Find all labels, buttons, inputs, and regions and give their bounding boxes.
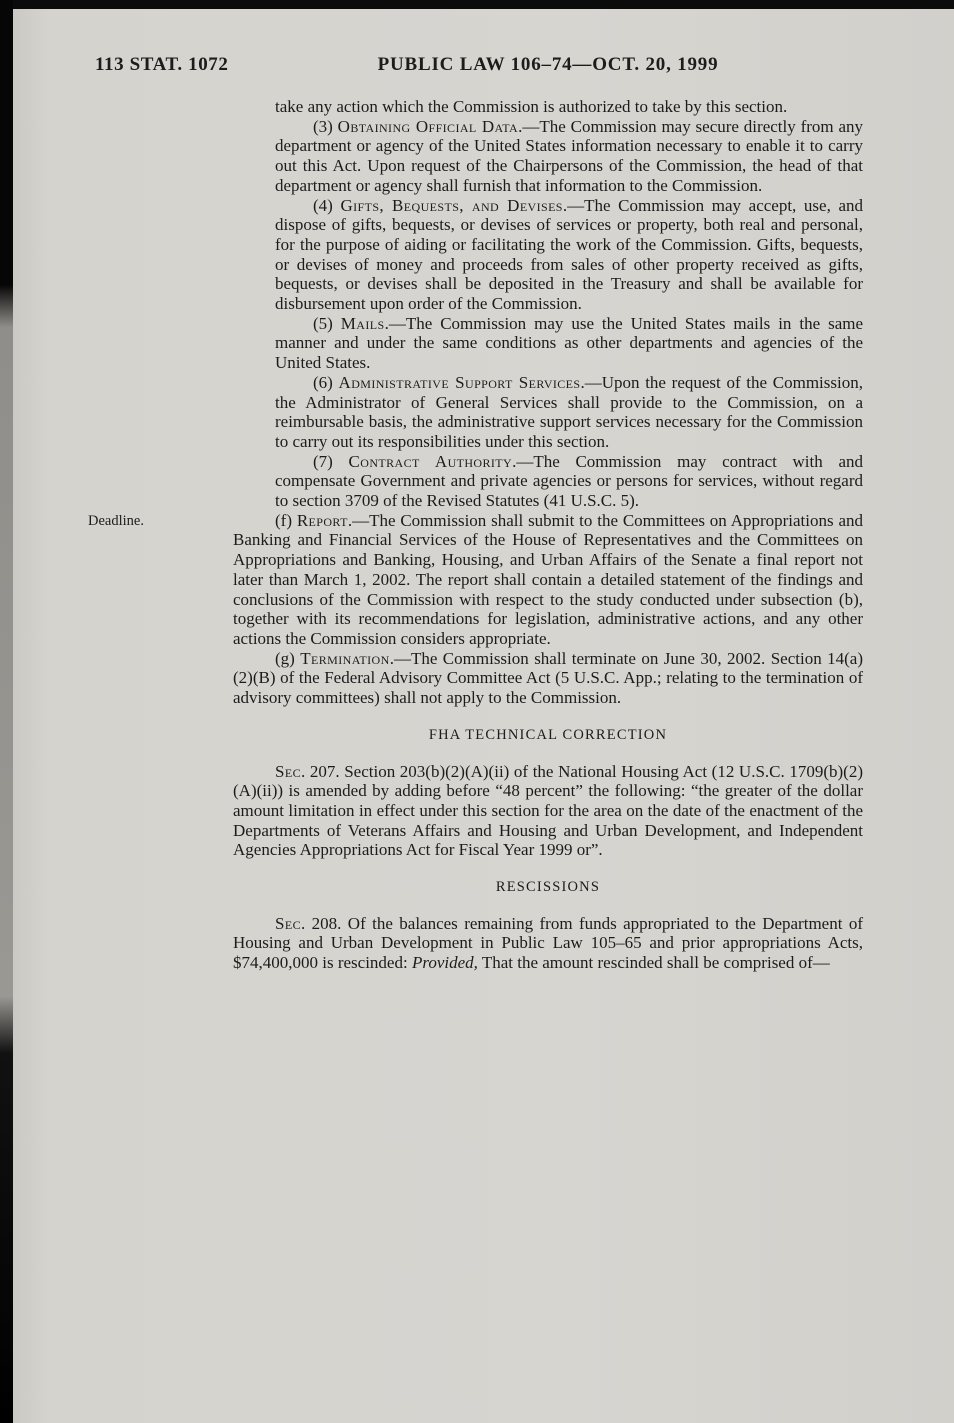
section-heading: FHA TECHNICAL CORRECTION (428, 726, 668, 743)
scan-edge-top (0, 0, 954, 9)
stat-page-number: 113 STAT. 1072 (95, 54, 229, 75)
statute-paragraph (233, 914, 863, 973)
text-run: . 207. Section 203(b)(2)(A)(ii) of the National Housing Act (12 U.S.C. 1709(b)(2)(A)(ii)) is amended by adding before “48 percent” the following: “the greater of the dollar amount limitation in effect under this section for the area on the date of the enactment of the Departments of Veterans Affairs and Housing and Urban Development, and Independent Agencies Appropriations Act for Fiscal Year 1999 or”. (233, 761, 863, 860)
text-run: .—The Commission may use the United States mails in the same manner and under the same conditions as other departments and agencies of the United States. (275, 313, 864, 373)
text-run: (g) (275, 648, 301, 668)
margin-note-deadline: Deadline. (88, 512, 144, 529)
small-caps-label: Sec (275, 761, 301, 781)
statute-body (88, 97, 864, 973)
statute-paragraph (275, 196, 863, 314)
text-run: take any action which the Commission is authorized to take by this section. (275, 97, 788, 116)
section-heading: RESCISSIONS (495, 879, 601, 896)
small-caps-label: Sec (275, 913, 301, 933)
text-run: That the amount rescinded shall be comprised of— (477, 953, 830, 973)
text-run: .—The Commission shall terminate on June 30, 2002. Section 14(a)(2)(B) of the Federal Advisory Committee Act (5 U.S.C. App.; relating to the termination of advisory committees) shall not apply to the Commission. (233, 648, 863, 708)
small-caps-label: Report (296, 510, 348, 530)
text-run: (4) (313, 195, 341, 215)
text-run: .—The Commission may secure directly from any department or agency of the United States information necessary to enable it to carry out this Act. Upon request of the Chairpersons of the Commission, the head of that department or agency shall furnish that information to the Commission. (275, 116, 863, 195)
text-run: Provided, (411, 953, 478, 973)
small-caps-label: Contract Authority (348, 451, 513, 471)
text-run: (6) (313, 372, 339, 392)
law-running-head: PUBLIC LAW 106–74—OCT. 20, 1999 (377, 54, 719, 75)
statute-paragraph (275, 314, 863, 373)
statute-paragraph (275, 452, 863, 511)
small-caps-label: Gifts, Bequests, and Devises (340, 195, 563, 215)
small-caps-label: Administrative Support Services (338, 372, 581, 392)
statute-paragraph (233, 649, 863, 708)
small-caps-label: Mails (340, 313, 385, 333)
text-run: (3) (313, 116, 338, 136)
text-run: .—Upon the request of the Commission, the Administrator of General Services shall provide to the Commission, on a reimbursable basis, the administrative support services necessary for the Commission to carry out its responsibilities under this section. (275, 372, 863, 451)
text-run: .—The Commission may accept, use, and dispose of gifts, bequests, or devises of services or property, both real and personal, for the purpose of aiding or facilitating the work of the Commission. Gifts, bequests, or devises of money and proceeds from sales of other property received as gifts, bequests, or devises shall be deposited in the Treasury and shall be available for disbursement upon order of the Commission. (275, 195, 863, 314)
small-caps-label: Obtaining Official Data (337, 116, 519, 136)
text-run: .—The Commission shall submit to the Committees on Appropriations and Banking and Financial Services of the House of Representatives and the Committees on Appropriations and Banking, Housing, and Urban Affairs of the Senate a final report not later than March 1, 2002. The report shall contain a detailed statement of the findings and conclusions of the Commission with respect to the study conducted under subsection (b), together with its recommendations for legislation, administrative actions, and any other actions the Commission considers appropriate. (233, 510, 863, 648)
text-run: (5) (313, 313, 341, 333)
statute-paragraph (275, 97, 863, 117)
text-run: . 208. Of the balances remaining from funds appropriated to the Department of Housing and Urban Development in Public Law 105–65 and prior appropriations Acts, $74,400,000 is rescinded: (233, 913, 863, 973)
statute-paragraph (88, 510, 863, 649)
statute-paragraph (275, 117, 863, 196)
text-run: .—The Commission may contract with and compensate Government and private agencies or persons for services, without regard to section 3709 of the Revised Statutes (41 U.S.C. 5). (275, 451, 863, 511)
small-caps-label: Termination (300, 648, 390, 668)
text-run: (f) (275, 510, 297, 530)
statute-paragraph (233, 762, 863, 861)
scan-edge-left (0, 0, 13, 1423)
statute-paragraph (275, 373, 863, 452)
text-run: (7) (313, 451, 349, 471)
